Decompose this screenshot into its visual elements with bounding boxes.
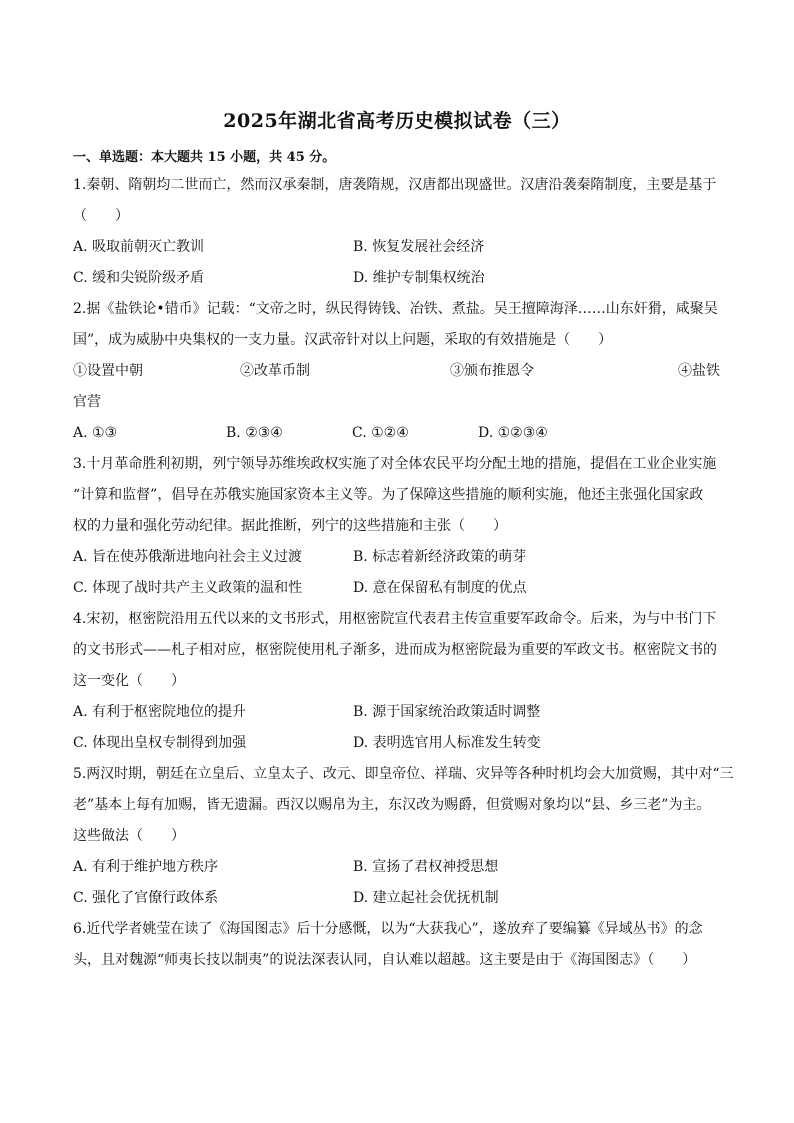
q2-item-4-continued: 官营: [73, 394, 101, 410]
q3-stem-line3: 权的力量和强化劳动纪律。据此推断，列宁的这些措施和主张（ ）: [73, 518, 507, 534]
q2-item-4: ④盐铁: [678, 363, 720, 379]
q5-stem-line2: 老”基本上每有加赐，皆无遗漏。西汉以赐帛为主，东汉改为赐爵，但赏赐对象均以“县、乡三老”为主。: [73, 797, 711, 813]
q4-option-a: A. 有利于枢密院地位的提升: [73, 704, 247, 720]
q6-stem-line1: 6.近代学者姚莹在读了《海国图志》后十分感慨，以为“大获我心”，遂放弃了要编纂《异域丛书》的念: [73, 921, 703, 937]
q4-stem-line1: 4.宋初，枢密院沿用五代以来的文书形式，用枢密院宣代表君主传宣重要军政命令。后来，为与中书门下: [73, 611, 717, 627]
q4-option-d: D. 表明选官用人标准发生转变: [353, 735, 541, 751]
q5-option-d: D. 建立起社会优抚机制: [353, 890, 499, 906]
q3-option-a: A. 旨在使苏俄渐进地向社会主义过渡: [73, 549, 303, 565]
q1-option-a: A. 吸取前朝灭亡教训: [73, 239, 205, 255]
q2-option-c: C. ①②④: [352, 425, 409, 441]
q2-option-d: D. ①②③④: [478, 425, 548, 441]
q3-stem-line2: “计算和监督”，倡导在苏俄实施国家资本主义等。为了保障这些措施的顺利实施，他还主张强化国家政: [73, 487, 704, 503]
q1-stem-line1: 1.秦朝、隋朝均二世而亡，然而汉承秦制，唐袭隋规，汉唐都出现盛世。汉唐沿袭秦隋制度，主要是基于: [73, 177, 717, 193]
q3-option-c: C. 体现了战时共产主义政策的温和性: [73, 580, 303, 596]
q4-option-b: B. 源于国家统治政策适时调整: [353, 704, 541, 720]
q5-option-c: C. 强化了官僚行政体系: [73, 890, 219, 906]
q3-option-d: D. 意在保留私有制度的优点: [353, 580, 527, 596]
q2-stem-line1: 2.据《盐铁论•错币》记载：“文帝之时，纵民得铸钱、冶铁、煮盐。吴王擅障海泽……山东奸猾，咸聚吴: [73, 301, 718, 317]
page-title: 2025年湖北省高考历史模拟试卷（三）: [223, 110, 571, 132]
q1-option-b: B. 恢复发展社会经济: [353, 239, 485, 255]
q2-item-2: ②改革币制: [240, 363, 310, 379]
q3-option-b: B. 标志着新经济政策的萌芽: [353, 549, 527, 565]
q2-item-3: ③颁布推恩令: [450, 363, 534, 379]
q4-option-c: C. 体现出皇权专制得到加强: [73, 735, 247, 751]
q5-stem-line1: 5.两汉时期，朝廷在立皇后、立皇太子、改元、即皇帝位、祥瑞、灾异等各种时机均会大加赏赐，其中对“三: [73, 766, 734, 782]
q5-stem-line3: 这些做法（ ）: [73, 828, 185, 844]
q1-stem-line2: （ ）: [73, 208, 129, 224]
q4-stem-line3: 这一变化（ ）: [73, 673, 185, 689]
q1-option-d: D. 维护专制集权统治: [353, 270, 485, 286]
q2-stem-line2: 国”，成为威胁中央集权的一支力量。汉武帝针对以上问题，采取的有效措施是（ ）: [73, 332, 613, 348]
q5-option-a: A. 有利于维护地方秩序: [73, 859, 219, 875]
q2-item-1: ①设置中朝: [73, 363, 143, 379]
q6-stem-line2: 头，且对魏源“师夷长技以制夷”的说法深表认同，自认难以超越。这主要是由于《海国图志》（ ）: [73, 952, 697, 968]
section-heading: 一、单选题：本大题共 15 小题，共 45 分。: [73, 150, 336, 165]
q2-option-b: B. ②③④: [226, 425, 283, 441]
q1-option-c: C. 缓和尖锐阶级矛盾: [73, 270, 205, 286]
q4-stem-line2: 的文书形式——札子相对应，枢密院使用札子渐多，进而成为枢密院最为重要的军政文书。枢密院文书的: [73, 642, 717, 658]
q3-stem-line1: 3.十月革命胜利初期，列宁领导苏维埃政权实施了对全体农民平均分配土地的措施，提倡在工业企业实施: [73, 456, 717, 472]
q2-option-a: A. ①③: [73, 425, 118, 441]
q5-option-b: B. 宣扬了君权神授思想: [353, 859, 499, 875]
